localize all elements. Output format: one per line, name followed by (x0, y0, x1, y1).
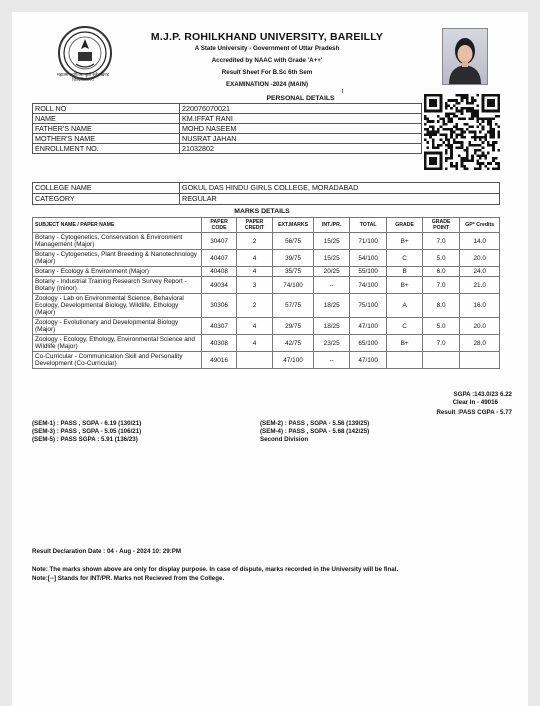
table-row (33, 294, 500, 318)
subject-header: SUBJECT NAME / PAPER NAME (33, 218, 202, 233)
subject-cell: Zoology - Ecology, Ethology, Environmental Science and Wildlife (Major) (33, 335, 202, 352)
total-cell: 75/100 (349, 294, 387, 318)
credit-cell: 2 (237, 233, 272, 250)
mother-name-label: MOTHER'S NAME (33, 134, 180, 144)
semester-results-right (260, 420, 490, 444)
code-cell: 40307 (201, 318, 236, 335)
grade-point-cell: 7.0 (422, 277, 460, 294)
table-row (33, 250, 500, 267)
grade-point-cell: 8.0 (422, 294, 460, 318)
subject-cell: Zoology - Lab on Environmental Science, Behavioral Ecology, Developmental Biology, Wildlife, Ethology (Major) (33, 294, 202, 318)
name-label: NAME (33, 114, 180, 124)
sem-5-result: (SEM-5) : PASS SGPA : 5.91 (136/23) (32, 436, 138, 443)
subject-cell: Botany - Cytogenetics, Plant Breeding & Nanotechnology (Major) (33, 250, 202, 267)
int-cell: 20/25 (314, 267, 349, 277)
sgpa-summary: SGPA :143.0/23 6.22 (453, 391, 512, 398)
roll-no-label: ROLL NO (33, 104, 180, 114)
code-cell: 40407 (201, 250, 236, 267)
semester-results-left (32, 420, 262, 444)
int-pr-note: Note:[--] Stands for INT/PR. Marks not Recieved from the College. (32, 575, 225, 582)
int-cell: -- (314, 352, 349, 369)
sem-4-result: (SEM-4) : PASS , SGPA - 5.68 (142/25) (260, 428, 370, 435)
credit-cell: 3 (237, 277, 272, 294)
total-cell: 47/100 (349, 318, 387, 335)
subject-cell: Botany - Cytogenetics, Conservation & Environment Management (Major) (33, 233, 202, 250)
table-row (33, 267, 500, 277)
total-header: TOTAL (349, 218, 387, 233)
grade-cell: C (387, 318, 422, 335)
int-cell: 15/25 (314, 250, 349, 267)
mother-name-value: NUSRAT JAHAN (180, 134, 422, 144)
enrollment-no-value: 21032802 (180, 144, 422, 154)
ext-cell: 47/100 (272, 352, 314, 369)
table-row (33, 104, 422, 114)
enrollment-no-label: ENROLLMENT NO. (33, 144, 180, 154)
marks-table (32, 217, 500, 369)
gp-credits-cell: 24.0 (460, 267, 500, 277)
sheet-title: Result Sheet For B.Sc 6th Sem (221, 69, 313, 76)
personal-details-table (32, 94, 422, 154)
credit-cell (237, 352, 272, 369)
grade-point-cell: 5.0 (422, 318, 460, 335)
grade-point-cell: 7.0 (422, 335, 460, 352)
subject-cell: Co-Curricular - Communication Skill and Personality Development (Co-Curricular) (33, 352, 202, 369)
name-value: KM.IFFAT RANI (180, 114, 422, 124)
total-cell: 47/100 (349, 352, 387, 369)
table-row (33, 183, 500, 194)
category-value: REGULAR (180, 194, 500, 205)
ext-cell: 39/75 (272, 250, 314, 267)
gp-credits-cell: 28.0 (460, 335, 500, 352)
gp-credits-cell: 21.0 (460, 277, 500, 294)
category-label: CATEGORY (33, 194, 180, 205)
grade-cell: B+ (387, 335, 422, 352)
code-cell: 40408 (201, 267, 236, 277)
personal-details-heading: PERSONAL DETAILS (266, 95, 335, 102)
grade-cell: C (387, 250, 422, 267)
father-name-label: FATHER'S NAME (33, 124, 180, 134)
result-cgpa: Result :PASS CGPA - 5.77 (436, 409, 512, 416)
code-cell: 30306 (201, 294, 236, 318)
ext-cell: 57/75 (272, 294, 314, 318)
grade-point-cell (422, 352, 460, 369)
gp-credits-cell: 14.0 (460, 233, 500, 250)
table-row (33, 194, 500, 205)
int-cell: 18/25 (314, 318, 349, 335)
table-row (33, 277, 500, 294)
ext-cell: 42/75 (272, 335, 314, 352)
code-cell: 30407 (201, 233, 236, 250)
university-status: A State University - Government of Uttar Pradesh (194, 45, 340, 52)
ext-marks-header: EXT.MARKS (272, 218, 314, 233)
table-row (33, 335, 500, 352)
result-sheet (12, 12, 528, 706)
ext-cell: 56/75 (272, 233, 314, 250)
credit-cell: 4 (237, 250, 272, 267)
gp-credits-cell: 20.0 (460, 318, 500, 335)
roll-no-value: 220076070021 (180, 104, 422, 114)
grade-point-cell: 5.0 (422, 250, 460, 267)
code-cell: 49016 (201, 352, 236, 369)
qr-code (424, 94, 500, 170)
logo-caption: महात्मा ज्योतिबा फुले रुहेलखण्ड विश्वविद्यालय (57, 72, 109, 82)
examination-title: EXAMINATION -2024 (MAIN) (225, 81, 309, 88)
subject-cell: Zoology - Evolutionary and Developmental Biology (Major) (33, 318, 202, 335)
int-cell: 15/25 (314, 233, 349, 250)
credit-cell: 4 (237, 335, 272, 352)
total-cell: 65/100 (349, 335, 387, 352)
total-cell: 71/100 (349, 233, 387, 250)
sem-2-result: (SEM-2) : PASS , SGPA - 5.56 (139/25) (260, 420, 370, 427)
sem-3-result: (SEM-3) : PASS , SGPA - 5.05 (106/21) (32, 428, 142, 435)
display-note: Note: The marks shown above are only for display purpose. In case of dispute, marks recorded in the University will be final. (32, 566, 399, 573)
clear-in: Clear In - 49016 (452, 399, 498, 406)
subject-cell: Botany - Ecology & Environment (Major) (33, 267, 202, 277)
table-row (33, 233, 500, 250)
ext-cell: 29/75 (272, 318, 314, 335)
header-separator-mark (342, 89, 343, 93)
grade-cell (387, 352, 422, 369)
int-cell: 18/25 (314, 294, 349, 318)
student-photo (442, 28, 488, 85)
code-cell: 40308 (201, 335, 236, 352)
total-cell: 74/100 (349, 277, 387, 294)
int-pr-header: INT./PR. (314, 218, 349, 233)
table-row (33, 144, 422, 154)
total-cell: 55/100 (349, 267, 387, 277)
grade-cell: B (387, 267, 422, 277)
gp-credits-cell: 16.0 (460, 294, 500, 318)
table-row (33, 318, 500, 335)
credit-cell: 4 (237, 267, 272, 277)
college-name-label: COLLEGE NAME (33, 183, 180, 194)
table-row (33, 134, 422, 144)
ext-cell: 35/75 (272, 267, 314, 277)
subject-cell: Botany - Industrial Training Research Survey Report - Botany (minor) (33, 277, 202, 294)
grade-point-header: GRADE POINT (422, 218, 460, 233)
table-row (33, 114, 422, 124)
grade-point-cell: 6.0 (422, 267, 460, 277)
sem-1-result: (SEM-1) : PASS , SGPA - 6.19 (130/21) (32, 420, 142, 427)
credit-cell: 4 (237, 318, 272, 335)
father-name-value: MOHD NASEEM (180, 124, 422, 134)
college-details-table (32, 182, 500, 205)
marks-header-row (33, 218, 500, 233)
int-cell: 23/25 (314, 335, 349, 352)
grade-cell: A (387, 294, 422, 318)
result-declaration-date: Result Declaration Date : 04 - Aug - 2024 10: 29:PM (32, 548, 182, 555)
credit-header: PAPER CREDIT (237, 218, 272, 233)
gp-credits-cell: 20.0 (460, 250, 500, 267)
college-name-value: GOKUL DAS HINDU GIRLS COLLEGE, MORADABAD (180, 183, 500, 194)
university-title: M.J.P. ROHILKHAND UNIVERSITY, BAREILLY (150, 31, 384, 43)
total-cell: 54/100 (349, 250, 387, 267)
gp-credits-header: GP* Credits (460, 218, 500, 233)
table-row (33, 352, 500, 369)
credit-cell: 2 (237, 294, 272, 318)
int-cell: -- (314, 277, 349, 294)
grade-header: GRADE (387, 218, 422, 233)
table-row (33, 124, 422, 134)
grade-cell: B+ (387, 233, 422, 250)
grade-point-cell: 7.0 (422, 233, 460, 250)
division: Second Division (260, 436, 309, 443)
code-cell: 49034 (201, 277, 236, 294)
ext-cell: 74/100 (272, 277, 314, 294)
code-header: PAPER CODE (201, 218, 236, 233)
accreditation: Accredited by NAAC with Grade 'A++' (211, 57, 323, 64)
gp-credits-cell (460, 352, 500, 369)
marks-details-heading: MARKS DETAILS (234, 208, 290, 215)
grade-cell: B+ (387, 277, 422, 294)
